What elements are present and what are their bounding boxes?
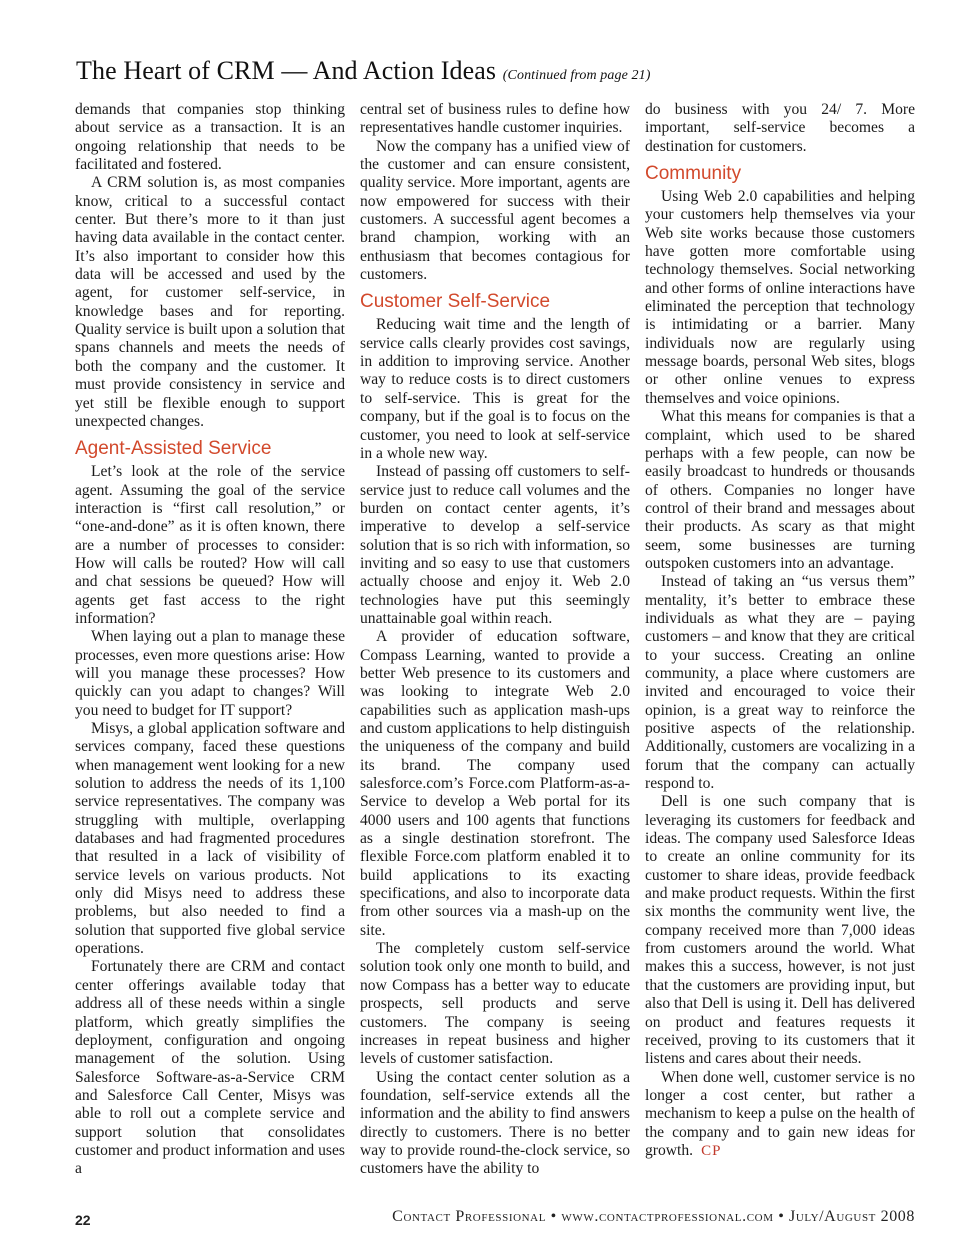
paragraph: Now the company has a unified view of the customer and can ensure consistent, quality service. More important, agents are now empowered for success with their customers. A successful agent becomes a brand champion, working with an enthusiasm that becomes contagious for customers. (360, 137, 630, 284)
paragraph: Fortunately there are CRM and contact center offerings available today that address all of these needs within a single platform, which greatly simplifies the deployment, configuration and ongoing management of the solution. Using Salesforce Software-as-a-Service CRM and Salesforce Call Center, Misys was able to roll out a complete service and support solution that consolidates customer and product information and uses a (75, 958, 345, 1178)
paragraph: A provider of education software, Compass Learning, wanted to provide a better Web presence to its customers and was looking to integrate Web 2.0 capabilities such as application mash-ups and custom applications to help distinguish the uniqueness of the company and build its brand. The company used salesforce.com’s Force.com Platform-as-a-Service to develop a Web portal for its 4000 users and 100 agents that functions as a single destination storefront. The flexible Force.com platform enabled it to build applications to its exacting specifications, and also to incorporate data from other sources via a mash-up on the site. (360, 628, 630, 939)
paragraph: The completely custom self-service solution took only one month to build, and now Compass has a better way to educate prospects, sell products and serve customers. The company is seeing increases in repeat business and higher levels of customer satisfaction. (360, 940, 630, 1068)
paragraph: When laying out a plan to manage these processes, even more questions arise: How will you manage these processes? How quickly can you adapt to changes? Will you need to budget for IT support? (75, 628, 345, 719)
text-column-3 (645, 101, 915, 1160)
paragraph-final-text: When done well, customer service is no longer a cost center, but rather a mechanism to keep a pulse on the health of the company and to gain new ideas for growth. (645, 1068, 915, 1159)
paragraph: Dell is one such company that is leveraging its customers for feedback and ideas. The company used Salesforce Ideas to create an online community for its customer to share ideas, provide feedback and make product requests. Within the first six months the community went live, the company received more than 7,000 ideas from customers around the world. What makes this a success, however, is not just that the customers are providing input, but also that Dell is using it. Dell has delivered on product and features requests it received, proving to its customers that it listens and cares about their needs. (645, 793, 915, 1068)
section-heading-self-service: Customer Self-Service (360, 291, 551, 313)
article-title (76, 56, 650, 86)
article-title-text: The Heart of CRM — And Action Ideas (76, 56, 497, 85)
paragraph: demands that companies stop thinking about service as a transaction. It is an ongoing relationship that needs to be facilitated and fostered. (75, 101, 345, 174)
paragraph: What this means for companies is that a complaint, which used to be shared perhaps with a few people, can now be easily broadcast to hundreds or thousands of others. Companies no longer have control of their brand and messages about their products. As scary as that might seem, some businesses are turning outspoken customers into an advantage. (645, 408, 915, 572)
paragraph: central set of business rules to define how representatives handle customer inquiries. (360, 101, 630, 137)
paragraph: Instead of passing off customers to self-service just to reduce call volumes and the burden on contact center agents, it’s imperative to develop a self-service solution that is so rich with information, so inviting and so easy to use that customers actually choose and enjoy it. Web 2.0 technologies have put this seemingly unattainable goal within reach. (360, 463, 630, 627)
section-heading-community: Community (645, 163, 742, 185)
paragraph-final (645, 1069, 915, 1161)
paragraph: Instead of taking an “us versus them” mentality, it’s better to embrace these individuals as what they are – paying customers – and know that they are critical to your success. Creating an online community, a place where customers are invited and encouraged to voice their opinion, is a great way to reinforce the positive aspects of the relationship. Additionally, customers are vocalizing in a forum that the company can actually respond to. (645, 573, 915, 793)
paragraph: do business with you 24/ 7. More important, self-service becomes a destination for customers. (645, 101, 915, 155)
paragraph: Let’s look at the role of the service agent. Assuming the goal of the service interaction is “first call resolution,” or “one-and-done” as it is often known, there are a number of processes to consider: How will calls be routed? How will call and chat sessions be queued? How will agents get fast access to the right information? (75, 463, 345, 627)
paragraph: Reducing wait time and the length of service calls clearly provides cost savings, in addition to improving service. Another way to reduce costs is to direct customers to self-service. This is great for the company, but if the goal is to focus on the customer, you need to look at self-service in a whole new way. (360, 316, 630, 462)
continued-note: (Continued from page 21) (502, 68, 651, 83)
paragraph: Misys, a global application software and services company, faced these questions when management went looking for a new solution to address the needs of its 1,100 service representatives. The company was struggling with multiple, overlapping databases and had fragmented procedures that resulted in a lack of visibility of service levels on various products. Not only did Misys need to address these problems, but also needed to find a solution that supported five global service operations. (75, 720, 345, 958)
page-number: 22 (75, 1212, 91, 1228)
text-column-2 (360, 101, 630, 1179)
publication-line: Contact Professional • www.contactprofessional.com • July/August 2008 (392, 1208, 915, 1225)
paragraph: Using the contact center solution as a foundation, self-service extends all the information and the ability to find answers directly to customers. There is no better way to provide round-the-clock service, so customers have the ability to (360, 1068, 630, 1178)
section-heading-agent-assisted: Agent-Assisted Service (75, 438, 272, 460)
paragraph: A CRM solution is, as most companies know, critical to a successful contact center. But there’s more to it than just having data available in the contact center. It’s also important to consider how this data will be accessed and used by the agent, for customer self-service, in knowledge bases and for reporting. Quality service is built upon a solution that spans channels and meets the needs of both the company and the customer. It must provide consistency in service and yet still be flexible enough to support unexpected changes. (75, 174, 345, 430)
text-column-1 (75, 101, 345, 1179)
end-mark: CP (701, 1142, 722, 1159)
paragraph: Using Web 2.0 capabilities and helping your customers help themselves via your Web site works because those customers have gotten more comfortable using technology themselves. Social networking and other forms of online interactions have eliminated the perception that technology is intimidating or a barrier. Many individuals now are regularly using message boards, personal Web sites, blogs or other online venues to express themselves and voice opinions. (645, 188, 915, 407)
